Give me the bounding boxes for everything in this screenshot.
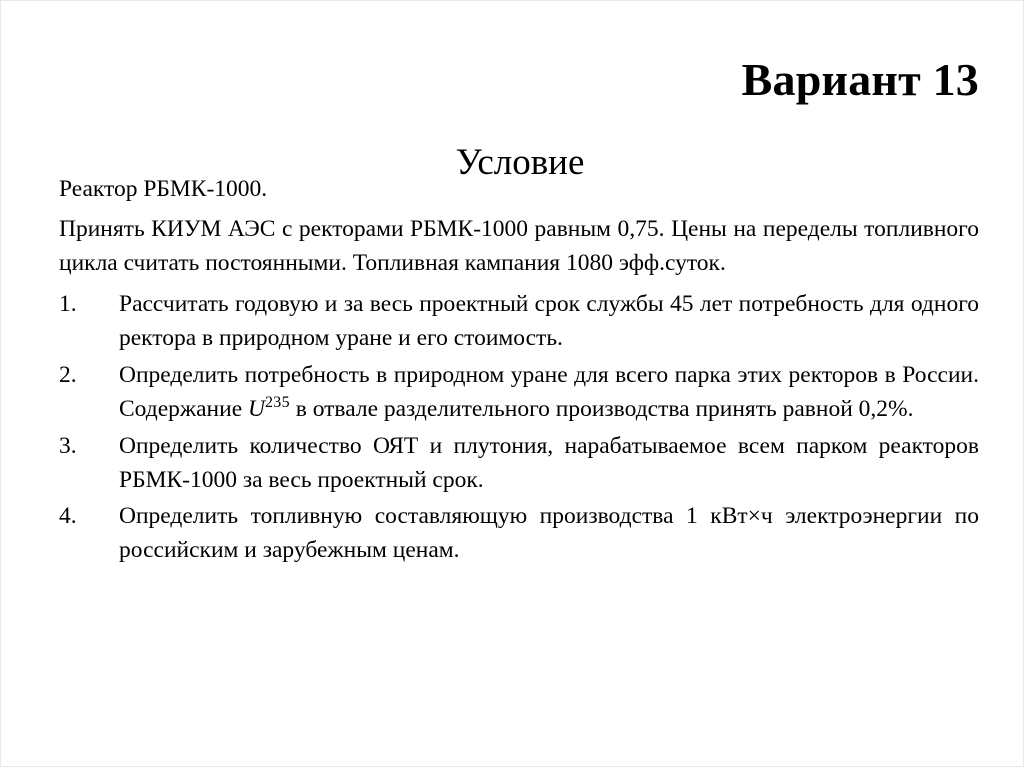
slide-canvas: [1, 1, 1023, 766]
isotope-symbol: U: [248, 395, 265, 422]
isotope-uranium-235: [248, 396, 290, 422]
isotope-mass-number: 235: [265, 394, 290, 412]
task-2-text-after-isotope: в отвале разделительного производства принять равной 0,2%.: [289, 395, 914, 422]
task-text-3: Определить количество ОЯТ и плутония, нарабатываемое всем парком реакторов РБМК-1000 за весь проектный срок.: [119, 432, 979, 493]
task-marker-2: 2.: [59, 362, 77, 389]
task-item-1: [59, 288, 979, 356]
task-marker-4: 4.: [59, 503, 77, 530]
intro-paragraph: Принять КИУМ АЭС с ректорами РБМК-1000 равным 0,75. Цены на переделы топливного цикла считать постоянными. Топливная кампания 1080 эфф.суток.: [59, 215, 979, 276]
task-item-4: [59, 500, 979, 568]
intro-reactor-line: Реактор РБМК-1000.: [59, 176, 268, 202]
document-body: [59, 173, 979, 571]
task-marker-3: 3.: [59, 432, 77, 459]
task-list: [59, 288, 979, 568]
page-title: Вариант 13: [741, 53, 979, 105]
task-item-3: [59, 430, 979, 498]
task-2-text-before-isotope: Определить потребность в природном уране для всего парка этих ректоров в России. Содержание: [119, 362, 979, 422]
task-text-4: Определить топливную составляющую производства 1 кВт×ч электроэнергии по российским и зарубежным ценам.: [119, 503, 979, 564]
section-heading-condition: Условие: [455, 141, 585, 183]
task-marker-1: 1.: [59, 291, 77, 318]
task-item-2: [59, 359, 979, 427]
task-text-1: Рассчитать годовую и за весь проектный срок службы 45 лет потребность для одного ректора в природном уране и его стоимость.: [119, 291, 979, 352]
task-text-2: [119, 362, 979, 422]
